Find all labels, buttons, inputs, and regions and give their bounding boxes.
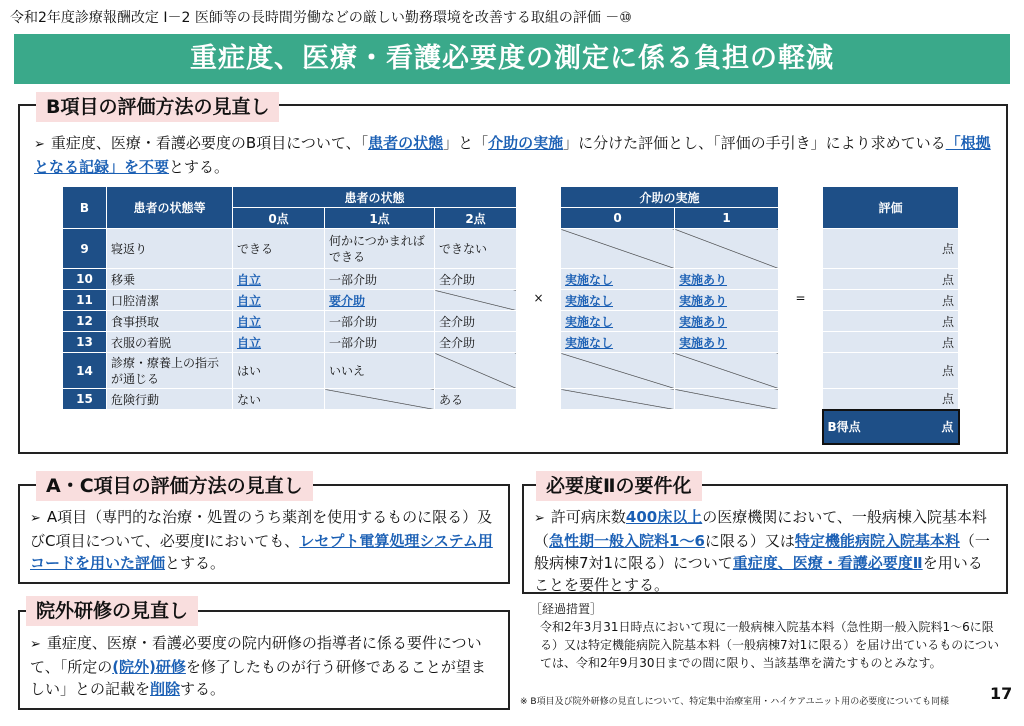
req-hl-1: 400床以上 [625, 508, 703, 526]
out-hl-2: 削除 [150, 680, 181, 698]
b-score-pt: 点 [941, 420, 954, 434]
header-1pt: 1点 [325, 208, 435, 229]
row-14-c2 [435, 353, 517, 389]
row-9-item: 寝返り [107, 229, 233, 269]
bullet-arrow-icon: ➢ [30, 511, 41, 526]
b-hl-2: 介助の実施 [488, 134, 564, 152]
row-15-num: 15 [63, 389, 107, 410]
row-12-c2: 全介助 [435, 311, 517, 332]
b-section-text [34, 132, 994, 178]
row-12-c0: 自立 [233, 311, 325, 332]
transition-title: ［経過措置］ [530, 602, 603, 616]
row-12-item: 食事摂取 [107, 311, 233, 332]
row-13-num: 13 [63, 332, 107, 353]
header-2pt: 2点 [435, 208, 517, 229]
b-hl-1: 患者の状態 [368, 134, 444, 152]
row-14-c1: いいえ [325, 353, 435, 389]
row-11-a0: 実施なし [561, 290, 675, 311]
out-section-tab: 院外研修の見直し [26, 596, 198, 626]
row-9-c1: 何かにつかまればできる [325, 229, 435, 269]
header-item: 患者の状態等 [107, 187, 233, 229]
row-14-c0: はい [233, 353, 325, 389]
times-sign: × [517, 187, 561, 410]
req-text-5: を用いることを要件とする。 [534, 554, 983, 594]
out-text-1: 重症度、医療・看護必要度の院内研修の指導者に係る要件について、「所定の [30, 634, 482, 676]
ac-section-text [30, 506, 500, 574]
b-score-cell [823, 410, 959, 444]
header-a0: 0 [561, 208, 675, 229]
row-10-a1: 実施あり [675, 269, 779, 290]
b-text-3: 」に分けた評価とし、「評価の手引き」により求めている [563, 134, 946, 152]
ac-hl-1: レセプト電算処理システム用コードを用いた評価 [30, 532, 493, 572]
req-section-text [534, 506, 996, 596]
out-text-3: する。 [180, 680, 226, 698]
row-13-c0: 自立 [233, 332, 325, 353]
row-11-pt: 点 [823, 290, 959, 311]
header-a1: 1 [675, 208, 779, 229]
header-help: 介助の実施 [561, 187, 779, 208]
b-text-2: 」と「 [443, 134, 489, 152]
row-14-num: 14 [63, 353, 107, 389]
transition-text: 令和2年3月31日時点において現に一般病棟入院基本料（急性期一般入院料1～6に限る）又は特定機能病院入院基本料（一般病棟7対1に限る）を届け出ているものについては、令和2年9月30日までの間に限り、当該基準を満たすものとみなす。 [540, 620, 1000, 670]
row-14-a1 [675, 353, 779, 389]
row-15-c2: ある [435, 389, 517, 410]
out-hl-1: (院外)研修 [112, 658, 186, 676]
row-9-a0 [561, 229, 675, 269]
row-13-a1: 実施あり [675, 332, 779, 353]
row-11-num: 11 [63, 290, 107, 311]
row-10-num: 10 [63, 269, 107, 290]
bullet-arrow-icon: ➢ [34, 137, 45, 152]
req-text-2: の医療機関において、一般病棟入院基本料（ [534, 508, 987, 550]
req-text-3: に限る）又は [704, 532, 795, 550]
row-13-c1: 一部介助 [325, 332, 435, 353]
row-14-a0 [561, 353, 675, 389]
row-13-c2: 全介助 [435, 332, 517, 353]
row-13-item: 衣服の着脱 [107, 332, 233, 353]
row-9-num: 9 [63, 229, 107, 269]
row-9-c0: できる [233, 229, 325, 269]
header-state: 患者の状態 [233, 187, 517, 208]
row-11-item: 口腔清潔 [107, 290, 233, 311]
row-15-pt: 点 [823, 389, 959, 410]
row-12-a0: 実施なし [561, 311, 675, 332]
out-text-2: を修了したものが行う研修であることが望ましい」との記載を [30, 658, 486, 698]
row-12-a1: 実施あり [675, 311, 779, 332]
slide-subtitle: 令和2年度診療報酬改定 Ⅰ－2 医師等の長時間労働などの厳しい勤務環境を改善する取組の評価 －⑩ [10, 10, 632, 26]
row-14-pt: 点 [823, 353, 959, 389]
row-9-a1 [675, 229, 779, 269]
req-hl-3: 特定機能病院入院基本料 [794, 532, 960, 550]
row-11-c1: 要介助 [325, 290, 435, 311]
req-text-4: （一般病棟7対1に限る）について [534, 532, 990, 572]
bullet-arrow-icon: ➢ [30, 637, 41, 652]
row-10-pt: 点 [823, 269, 959, 290]
req-hl-2: 急性期一般入院料1～6 [549, 532, 705, 550]
row-15-a0 [561, 389, 675, 410]
b-score-label: B得点 [827, 420, 861, 434]
row-12-pt: 点 [823, 311, 959, 332]
equals-sign: = [779, 187, 823, 410]
header-eval: 評価 [823, 187, 959, 229]
row-10-c2: 全介助 [435, 269, 517, 290]
b-text-1: 重症度、医療・看護必要度のB項目について、「 [50, 134, 369, 152]
row-12-c1: 一部介助 [325, 311, 435, 332]
row-15-a1 [675, 389, 779, 410]
slide-title: 重症度、医療・看護必要度の測定に係る負担の軽減 [14, 34, 1010, 84]
req-hl-4: 重症度、医療・看護必要度Ⅱ [732, 554, 923, 572]
ac-text-2: とする。 [165, 554, 226, 572]
row-10-item: 移乗 [107, 269, 233, 290]
row-12-num: 12 [63, 311, 107, 332]
spacer [63, 410, 823, 444]
row-15-c0: ない [233, 389, 325, 410]
bullet-arrow-icon: ➢ [534, 511, 545, 526]
ac-text-1: A項目（専門的な治療・処置のうち薬剤を使用するものに限る）及びC項目について、必要度Ⅰにおいても、 [30, 508, 493, 550]
row-13-a0: 実施なし [561, 332, 675, 353]
row-9-pt: 点 [823, 229, 959, 269]
b-hl-3: 「根拠となる記録」を不要 [34, 134, 991, 176]
page-number: 17 [990, 684, 1013, 703]
footnote: ※ B項目及び院外研修の見直しについて、特定集中治療室用・ハイケアユニット用の必要度についても同様 [520, 697, 950, 707]
row-10-c0: 自立 [233, 269, 325, 290]
req-section-tab: 必要度Ⅱの要件化 [536, 471, 702, 501]
b-section-tab: B項目の評価方法の見直し [36, 92, 279, 122]
row-15-c1 [325, 389, 435, 410]
row-14-item: 診療・療養上の指示が通じる [107, 353, 233, 389]
out-section-text [30, 632, 500, 700]
row-9-c2: できない [435, 229, 517, 269]
row-11-c0: 自立 [233, 290, 325, 311]
row-11-a1: 実施あり [675, 290, 779, 311]
header-b: B [63, 187, 107, 229]
header-0pt: 0点 [233, 208, 325, 229]
b-evaluation-table [62, 186, 960, 445]
row-15-item: 危険行動 [107, 389, 233, 410]
row-13-pt: 点 [823, 332, 959, 353]
req-text-1: 許可病床数 [550, 508, 626, 526]
ac-section-tab: A・C項目の評価方法の見直し [36, 471, 313, 501]
b-text-4: とする。 [169, 158, 230, 176]
row-10-c1: 一部介助 [325, 269, 435, 290]
row-10-a0: 実施なし [561, 269, 675, 290]
row-11-c2 [435, 290, 517, 311]
